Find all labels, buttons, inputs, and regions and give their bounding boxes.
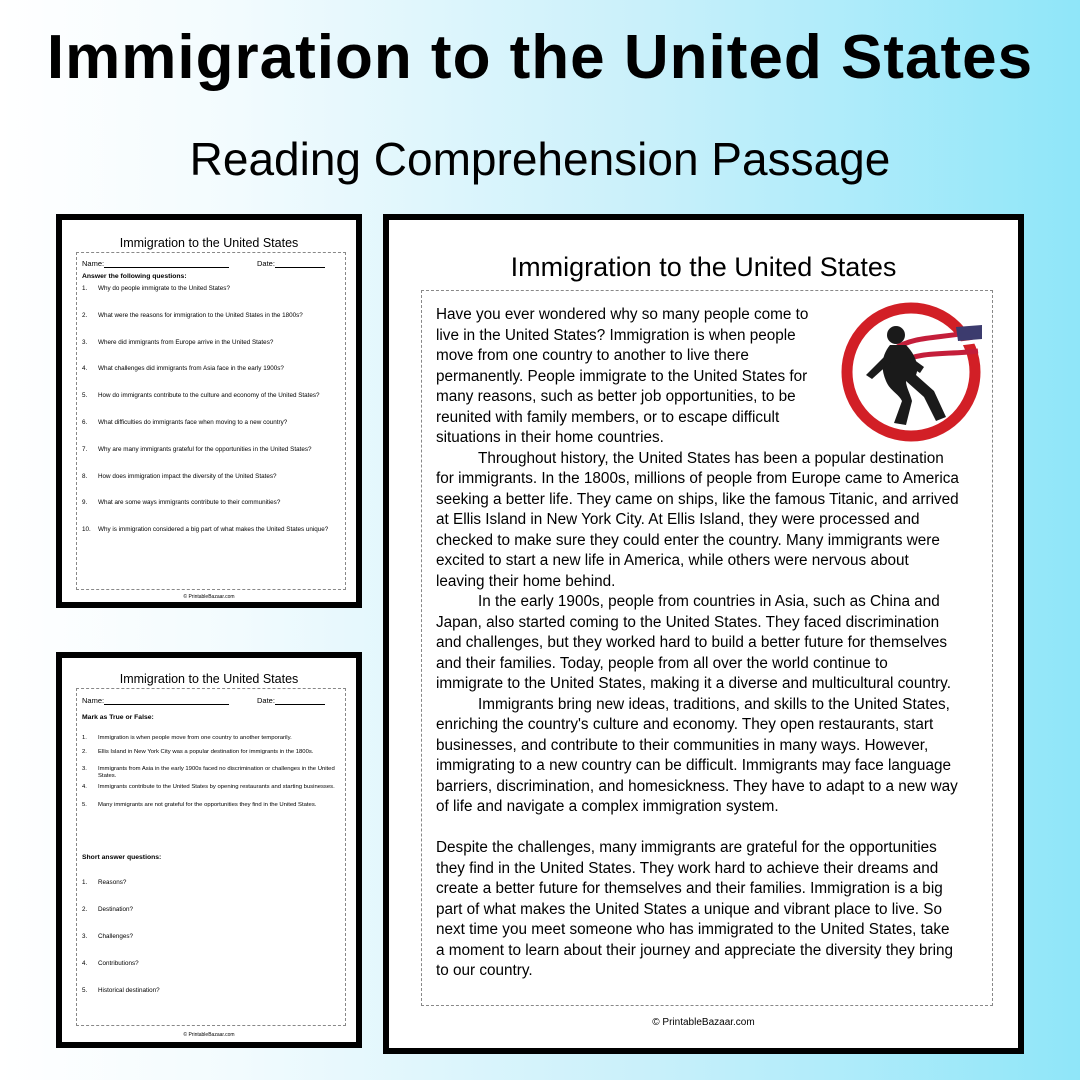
item-text: How do immigrants contribute to the culture and economy of the United States? (98, 392, 320, 400)
passage-line: Have you ever wondered why so many people come to (436, 306, 809, 323)
list-item (82, 906, 342, 914)
item-number: 4. (82, 365, 88, 373)
passage-line: Despite the challenges, many immigrants are grateful for the opportunities (436, 839, 937, 856)
passage-line: live in the United States? Immigration is when people (436, 326, 796, 344)
instructions: Answer the following questions: (82, 273, 187, 280)
item-number: 3. (82, 338, 88, 346)
item-number: 2. (82, 906, 88, 913)
item-text: Historical destination? (98, 987, 160, 994)
worksheet-title: Immigration to the United States (119, 672, 299, 686)
item-text: Contributions? (98, 960, 139, 967)
passage-line: a moment to learn about their journey and appreciate the diversity they bring (436, 941, 953, 959)
passage-line: checked to make sure they could enter the country. Many immigrants were (436, 531, 940, 549)
passage-line: seeking a better life. They came on ships, like the famous Titanic, and arrived (436, 490, 959, 508)
item-number: 5. (82, 802, 87, 808)
item-number: 1. (82, 285, 88, 292)
passage-line: of life and navigate a complex immigration system. (436, 798, 779, 815)
passage-line: move from one country to another to live there (436, 347, 749, 364)
page-title: Immigration to the United States (46, 23, 1034, 92)
list-item (82, 987, 342, 995)
passage-line: next time you meet someone who has immigrated to the United States, take (436, 921, 950, 938)
item-text: Immigration is when people move from one country to another temporarily. (98, 735, 292, 741)
item-text: What were the reasons for immigration to the United States in the 1800s? (98, 311, 303, 319)
passage-line: enriching the country's culture and economy. They open restaurants, start (436, 716, 934, 733)
date-line (275, 260, 325, 268)
passage-text (436, 305, 978, 982)
name-label: Name: (82, 696, 105, 705)
passage-line: In the early 1900s, people from countries in Asia, such as China and (478, 593, 940, 610)
item-text: Ellis Island in New York City was a popular destination for immigrants in the 1800s. (98, 749, 314, 755)
item-number: 2. (82, 311, 88, 319)
list-item (82, 473, 342, 481)
passage-line: permanently. People immigrate to the United States for (436, 367, 808, 385)
passage-line: immigrating to a new country can be difficult. Immigrants may face language (436, 757, 951, 774)
item-number: 5. (82, 392, 88, 400)
item-text: Immigrants from Asia in the early 1900s faced no discrimination or challenges in the United States. (98, 766, 335, 779)
item-number: 5. (82, 987, 88, 994)
item-text: Why do people immigrate to the United States? (98, 285, 230, 292)
item-text: What difficulties do immigrants face when moving to a new country? (98, 419, 288, 426)
item-number: 3. (82, 766, 87, 772)
list-item (82, 933, 342, 941)
tf-heading: Mark as True or False: (82, 714, 154, 721)
passage-line: create a better future for themselves and their families. Immigration is a big (436, 880, 943, 897)
item-text: Many immigrants are not grateful for the opportunities they find in the United States. (98, 802, 317, 808)
list-item (82, 285, 342, 293)
item-number: 8. (82, 472, 88, 480)
list-item (82, 446, 342, 454)
item-text: Why are many immigrants grateful for the opportunities in the United States? (98, 445, 312, 453)
passage-line: Throughout history, the United States has been a popular destination (478, 449, 944, 467)
list-item (82, 312, 342, 320)
item-text: Destination? (98, 906, 134, 913)
short-answer-heading: Short answer questions: (82, 854, 162, 861)
passage-line: to our country. (436, 962, 533, 979)
item-text: Immigrants contribute to the United States by opening restaurants and starting businesses. (98, 784, 335, 790)
item-number: 2. (82, 749, 87, 755)
passage-line: immigrate to the United States, making it a diverse and multicultural country. (436, 675, 951, 692)
item-text: Where did immigrants from Europe arrive in the United States? (98, 338, 274, 346)
item-text: Reasons? (98, 879, 127, 886)
name-line (104, 260, 229, 268)
passage-line: businesses, and contribute to their communities in many ways. However, (436, 736, 929, 754)
list-item (82, 802, 336, 809)
passage-line: many reasons, such as better job opportunities, to be (436, 388, 796, 405)
list-item (82, 879, 342, 887)
worksheet-true-false (56, 652, 362, 1048)
list-item (82, 339, 342, 347)
name-label: Name: (82, 259, 105, 268)
list-item (82, 365, 342, 373)
list-item (82, 784, 336, 791)
item-number: 1. (82, 735, 87, 741)
list-item (82, 526, 342, 534)
passage-line: excited to start a new life in America, while others were nervous about (436, 552, 909, 569)
list-item (82, 392, 342, 400)
item-text: What are some ways immigrants contribute to their communities? (98, 499, 281, 507)
item-number: 9. (82, 499, 88, 507)
passage-line: part of what makes the United States a unique and vibrant place to live. So (436, 900, 942, 918)
worksheet-title: Immigration to the United States (119, 236, 299, 250)
list-item (82, 499, 342, 507)
item-number: 3. (82, 933, 88, 940)
passage-title: Immigration to the United States (510, 252, 897, 282)
passage-line: at Ellis Island in New York City. At Ellis Island, they were processed and (436, 511, 920, 528)
item-text: Why is immigration considered a big part of what makes the United States unique? (98, 526, 329, 534)
passage-line: barriers, discrimination, and homesickness. They have to adapt to a new way (436, 777, 958, 795)
item-number: 7. (82, 445, 88, 453)
passage-line: and their families. Today, people from all over the world continue to (436, 654, 888, 672)
passage-line: leaving their home behind. (436, 572, 616, 590)
list-item (82, 766, 336, 779)
passage-line: for immigrants. In the 1800s, millions of people from Europe came to America (436, 470, 959, 487)
item-number: 4. (82, 784, 87, 790)
item-text: What challenges did immigrants from Asia face in the early 1900s? (98, 365, 284, 373)
passage-border (421, 290, 993, 1006)
item-number: 6. (82, 419, 88, 426)
passage-line: situations in their home countries. (436, 429, 664, 446)
passage-line: Immigrants bring new ideas, traditions, and skills to the United States, (478, 695, 950, 713)
item-number: 10. (82, 526, 91, 534)
passage-footer: © PrintableBazaar.com (652, 1017, 755, 1028)
item-number: 4. (82, 960, 88, 967)
passage-page (383, 214, 1024, 1054)
date-label: Date: (257, 696, 275, 705)
item-text: Challenges? (98, 933, 134, 940)
item-text: How does immigration impact the diversity of the United States? (98, 472, 277, 480)
list-item (82, 749, 336, 756)
worksheet-footer: © PrintableBazaar.com (183, 1032, 235, 1038)
passage-line: Japan, also started coming to the United States. They faced discrimination (436, 613, 940, 631)
list-item (82, 735, 336, 742)
passage-line: and challenges, but they worked hard to build a better future for themselves (436, 634, 948, 651)
worksheet-questions (56, 214, 362, 608)
list-item (82, 960, 342, 968)
name-line (104, 697, 229, 705)
passage-line: reunited with family members, or to escape difficult (436, 408, 780, 426)
item-number: 1. (82, 879, 88, 886)
date-line (275, 697, 325, 705)
passage-line: they find in the United States. They work hard to achieve their dreams and (436, 859, 939, 877)
date-label: Date: (257, 259, 275, 268)
list-item (82, 419, 342, 427)
passage-line (436, 818, 978, 839)
page-subtitle: Reading Comprehension Passage (189, 133, 891, 185)
worksheet-footer: © PrintableBazaar.com (183, 594, 235, 600)
